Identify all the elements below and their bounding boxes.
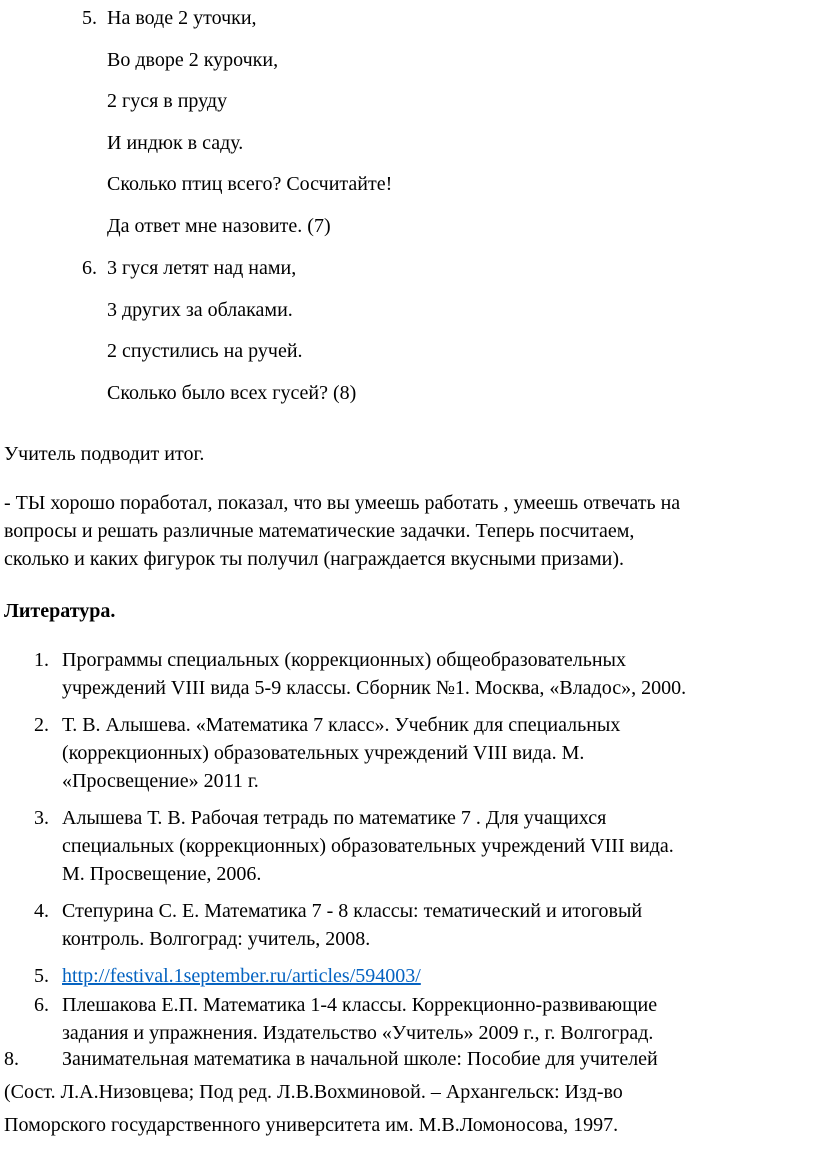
literature-item-line: контроль. Волгоград: учитель, 2008.: [62, 928, 371, 950]
poem-line: 3 гуся летят над нами,: [107, 257, 297, 279]
literature-item-line: «Просвещение» 2011 г.: [62, 770, 259, 792]
literature-item-number: 6.: [34, 994, 49, 1016]
literature-item-number: 3.: [34, 807, 49, 829]
literature-item-line: Поморского государственного университета им. М.В.Ломоносова, 1997.: [4, 1114, 619, 1136]
poem-line: Сколько птиц всего? Сосчитайте!: [107, 173, 393, 195]
literature-item-number: 4.: [34, 900, 49, 922]
poem-line: Да ответ мне назовите. (7): [107, 215, 331, 237]
literature-item-line: (коррекционных) образовательных учреждений VIII вида. М.: [62, 742, 585, 764]
literature-item-line: специальных (коррекционных) образовательных учреждений VIII вида.: [62, 835, 674, 857]
literature-heading: Литература.: [4, 600, 116, 622]
poem-line: 2 гуся в пруду: [107, 90, 228, 112]
literature-link[interactable]: http://festival.1september.ru/articles/594003/: [62, 965, 421, 987]
poem-line: На воде 2 уточки,: [107, 7, 257, 29]
literature-item-line: задания и упражнения. Издательство «Учитель» 2009 г., г. Волгоград.: [62, 1022, 654, 1044]
conclusion-line: сколько и каких фигурок ты получил (награждается вкусными призами).: [4, 548, 625, 570]
poem-line: 3 других за облаками.: [107, 299, 293, 321]
literature-item-line: Программы специальных (коррекционных) общеобразовательных: [62, 649, 626, 671]
poem-line: Во дворе 2 курочки,: [107, 49, 279, 71]
literature-item-line: Т. В. Алышева. «Математика 7 класс». Учебник для специальных: [62, 714, 621, 736]
conclusion-line: - ТЫ хорошо поработал, показал, что вы умеешь работать , умеешь отвечать на: [4, 492, 681, 514]
literature-item-line: Степурина С. Е. Математика 7 - 8 классы: тематический и итоговый: [62, 900, 643, 922]
poem-number: 5.: [82, 7, 97, 29]
literature-item-number: 2.: [34, 714, 49, 736]
conclusion-line: вопросы и решать различные математические задачки. Теперь посчитаем,: [4, 520, 635, 542]
literature-item-line: Занимательная математика в начальной школе: Пособие для учителей: [62, 1048, 658, 1070]
literature-item-line: (Сост. Л.А.Низовцева; Под ред. Л.В.Вохминовой. – Архангельск: Изд-во: [4, 1081, 623, 1103]
literature-item-line: Плешакова Е.П. Математика 1-4 классы. Коррекционно-развивающие: [62, 994, 658, 1016]
literature-item-line: М. Просвещение, 2006.: [62, 863, 262, 885]
poem-line: И индюк в саду.: [107, 132, 244, 154]
summary-text: Учитель подводит итог.: [4, 443, 205, 465]
poem-number: 6.: [82, 257, 97, 279]
literature-item-line: Алышева Т. В. Рабочая тетрадь по математике 7 . Для учащихся: [62, 807, 607, 829]
poem-line: Сколько было всех гусей? (8): [107, 382, 357, 404]
literature-item-number: 8.: [4, 1048, 19, 1070]
literature-item-line: учреждений VIII вида 5-9 классы. Сборник №1. Москва, «Владос», 2000.: [62, 677, 687, 699]
poem-line: 2 спустились на ручей.: [107, 340, 303, 362]
literature-item-number: 1.: [34, 649, 49, 671]
literature-item-number: 5.: [34, 965, 49, 987]
